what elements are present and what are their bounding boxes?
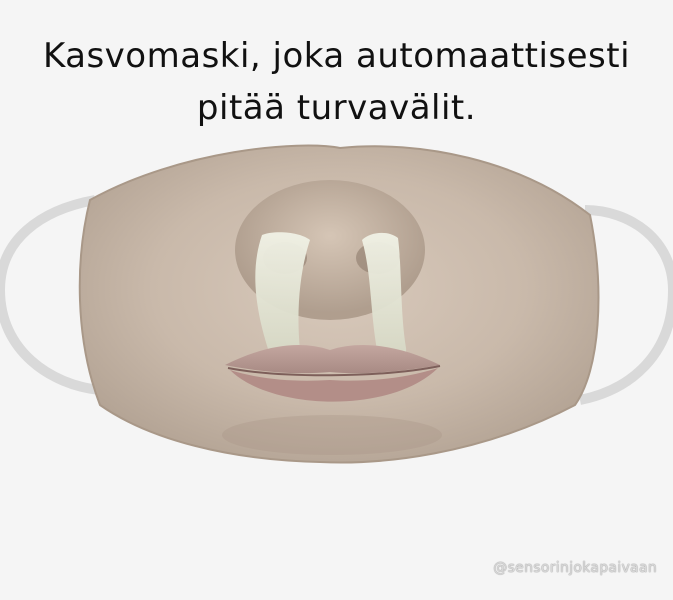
face-mask-illustration (0, 140, 673, 470)
meme-caption (0, 30, 673, 134)
watermark: @sensorinjokapaivaan (493, 560, 657, 576)
caption-line-1: Kasvomaski, joka automaattisesti (42, 36, 631, 76)
caption-line-2: pitää turvavälit. (196, 88, 477, 128)
